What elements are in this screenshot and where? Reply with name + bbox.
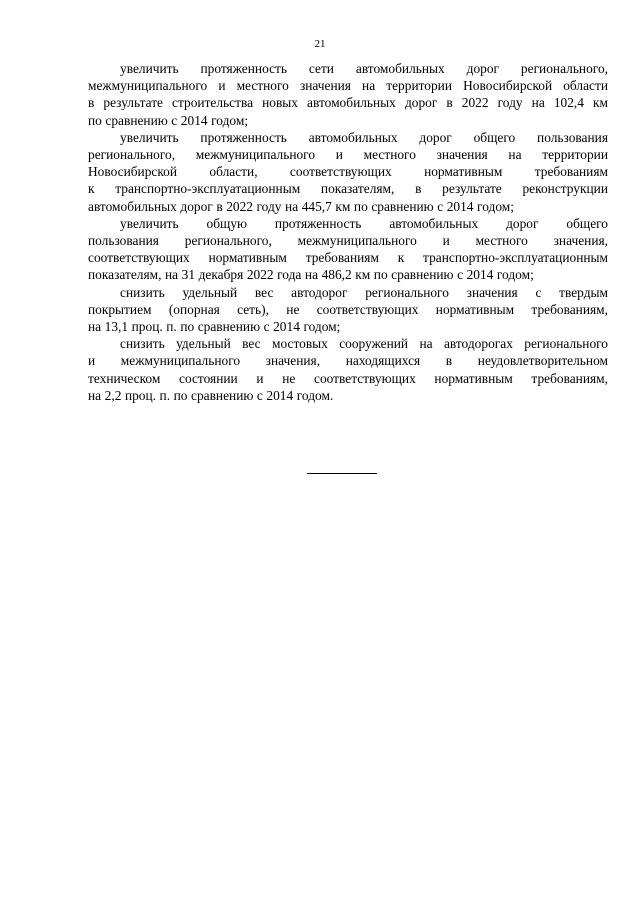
page-number: 21 [314,38,326,50]
text-line: по сравнению с 2014 годом; [88,112,249,128]
paragraph-3 [88,215,608,284]
text-line: Новосибирской области, соответствующих нормативным требованиям [88,164,608,180]
text-line: автомобильных дорог в 2022 году на 445,7 км по сравнению с 2014 годом; [88,198,514,214]
text-line: увеличить общую протяженность автомобильных дорог общего [120,215,608,231]
text-line: увеличить протяженность автомобильных дорог общего пользования [120,129,608,145]
text-line: техническом состоянии и не соответствующих нормативным требованиям, [88,370,608,386]
document-body [88,60,608,404]
text-line: регионального, межмуниципального и местного значения на территории [88,147,608,163]
paragraph-2 [88,129,608,215]
text-line: межмуниципального и местного значения на территории Новосибирской области [88,78,608,94]
text-line: к транспортно-эксплуатационным показателям, в результате реконструкции [88,181,608,197]
text-line: и межмуниципального значения, находящихся в неудовлетворительном [88,353,608,369]
text-line: на 2,2 проц. п. по сравнению с 2014 годом. [88,387,334,403]
paragraph-1 [88,60,608,129]
text-line: показателям, на 31 декабря 2022 года на 486,2 км по сравнению с 2014 годом; [88,267,534,283]
text-line: снизить удельный вес мостовых сооружений на автодорогах регионального [120,336,608,352]
text-line: увеличить протяженность сети автомобильных дорог регионального, [120,61,608,76]
text-line: соответствующих нормативным требованиям к транспортно-эксплуатационным [88,250,608,266]
text-line: на 13,1 проц. п. по сравнению с 2014 годом; [88,319,341,335]
text-line: покрытием (опорная сеть), не соответствующих нормативным требованиям, [88,301,608,317]
paragraph-5 [88,335,608,404]
text-line: пользования регионального, межмуниципального и местного значения, [88,233,608,249]
text-line: в результате строительства новых автомобильных дорог в 2022 году на 102,4 км [88,95,608,111]
text-line: снизить удельный вес автодорог регионального значения с твердым [120,284,608,300]
paragraph-4 [88,284,608,336]
end-separator-line [307,473,377,474]
